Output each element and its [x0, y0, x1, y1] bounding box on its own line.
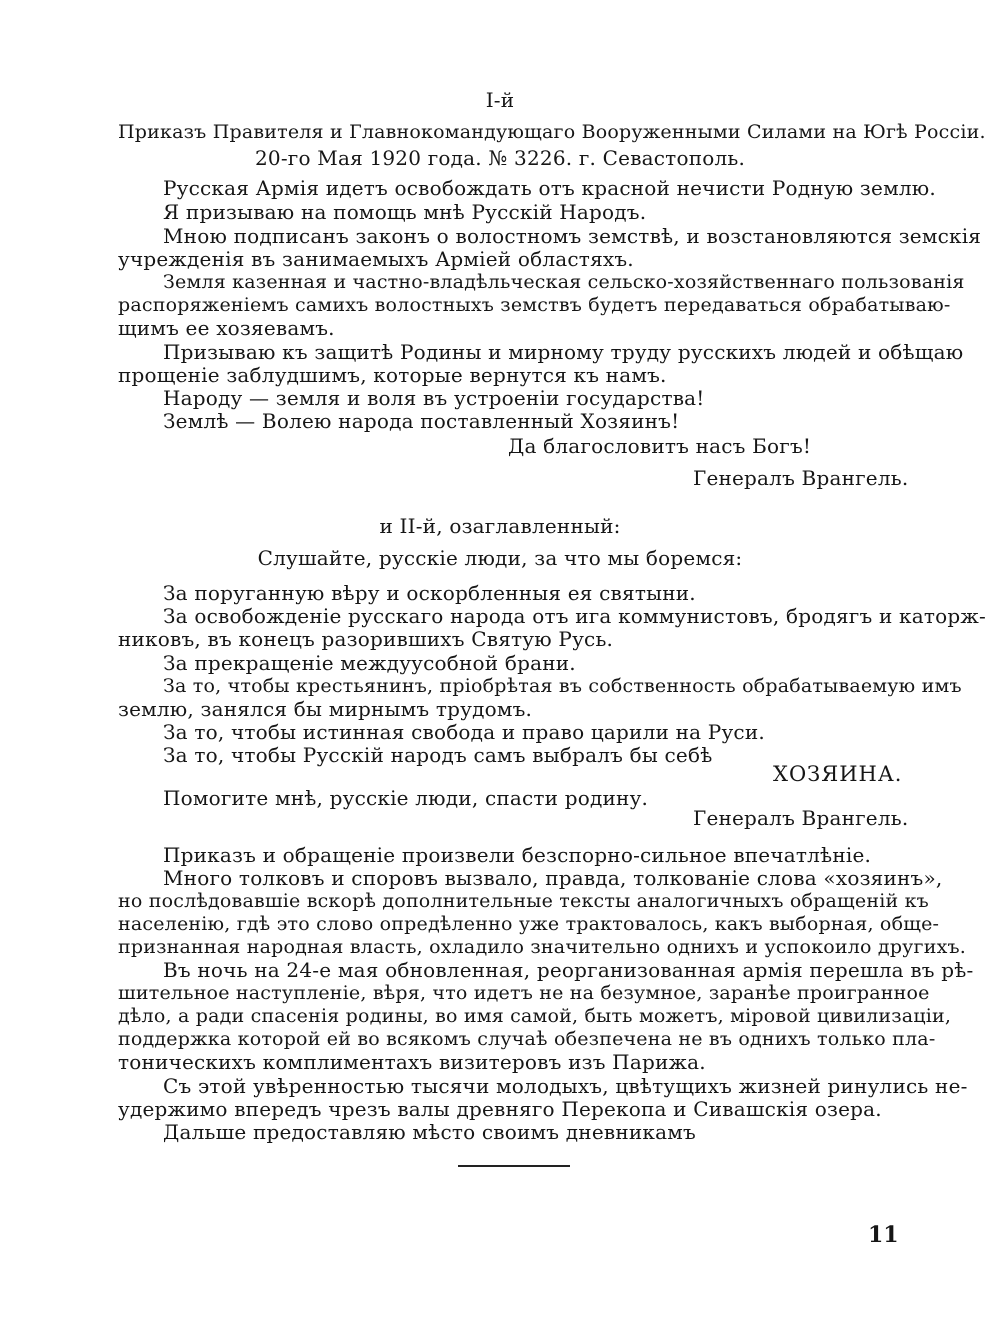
- appeal-line: никовъ, въ конецъ разорившихъ Святую Русь.: [118, 627, 614, 651]
- heading-roman-one: I-й: [485, 88, 515, 112]
- order-line: распоряженіемъ самихъ волостныхъ земствъ будетъ передаваться обрабатываю-: [118, 294, 951, 316]
- order-line: Русская Армія идетъ освобождать отъ красной нечисти Родную землю.: [163, 176, 936, 200]
- section-rule: [458, 1165, 570, 1167]
- commentary-line: шительное наступленіе, вѣря, что идетъ не на безумное, заранѣе проигранное: [118, 982, 930, 1004]
- order-line: Земля казенная и частно-владѣльческая сельско-хозяйственнаго пользованія: [163, 271, 965, 293]
- order-blessing: Да благословитъ насъ Богъ!: [508, 434, 812, 458]
- order-line: учрежденія въ занимаемыхъ Арміей областяхъ.: [118, 247, 634, 271]
- order-line: прощеніе заблудшимъ, которые вернутся къ намъ.: [118, 363, 667, 387]
- appeal-signature: Генералъ Врангель.: [693, 806, 909, 830]
- appeal-line: За освобожденіе русскаго народа отъ ига коммунистовъ, бродягъ и каторж-: [163, 604, 986, 628]
- order-title-line-1: Приказъ Правителя и Главнокомандующаго Вооруженными Силами на Югѣ Россіи.: [118, 121, 986, 143]
- appeal-subtitle: Слушайте, русскіе люди, за что мы боремся:: [257, 546, 743, 570]
- appeal-plea: Помогите мнѣ, русскіе люди, спасти родину.: [163, 786, 649, 810]
- appeal-line: За поруганную вѣру и оскорбленныя ея святыни.: [163, 581, 696, 605]
- order-line: Я призываю на помощь мнѣ Русскій Народъ.: [163, 200, 647, 224]
- appeal-line: За то, чтобы крестьянинъ, пріобрѣтая въ собственность обрабатываемую имъ: [163, 675, 962, 697]
- commentary-line: поддержка которой ей во всякомъ случаѣ обезпечена не въ однихъ только пла-: [118, 1028, 936, 1050]
- appeal-line: За то, чтобы Русскій народъ самъ выбралъ бы себѣ: [163, 743, 713, 767]
- commentary-line: Въ ночь на 24-е мая обновленная, реорганизованная армія перешла въ рѣ-: [163, 958, 974, 982]
- order-line: Народу — земля и воля въ устроеніи государства!: [163, 386, 705, 410]
- page-number: 11: [868, 1222, 899, 1248]
- appeal-emphasis: ХОЗЯИНА.: [773, 762, 903, 786]
- commentary-line: Дальше предоставляю мѣсто своимъ дневникамъ: [163, 1120, 696, 1144]
- appeal-line: землю, занялся бы мирнымъ трудомъ.: [118, 697, 533, 721]
- order-line: Землѣ — Волею народа поставленный Хозяинъ!: [163, 409, 680, 433]
- commentary-line: тоническихъ комплиментахъ визитеровъ изъ Парижа.: [118, 1050, 706, 1074]
- order-line: Мною подписанъ законъ о волостномъ земствѣ, и возстановляются земскія: [163, 224, 982, 248]
- commentary-line: удержимо впередъ чрезъ валы древняго Перекопа и Сивашскія озера.: [118, 1097, 882, 1121]
- commentary-line: населенію, гдѣ это слово опредѣленно уже трактовалось, какъ выборная, обще-: [118, 913, 940, 935]
- appeal-line: За то, чтобы истинная свобода и право царили на Руси.: [163, 720, 765, 744]
- order-line: щимъ ее хозяевамъ.: [118, 316, 335, 340]
- commentary-line: но послѣдовавшіе вскорѣ дополнительные тексты аналогичныхъ обращеній къ: [118, 890, 929, 912]
- order-title-line-2: 20-го Мая 1920 года. № 3226. г. Севастополь.: [254, 146, 746, 170]
- order-line: Призываю къ защитѣ Родины и мирному труду русскихъ людей и обѣщаю: [163, 340, 964, 364]
- appeal-line: За прекращеніе междуусобной брани.: [163, 651, 576, 675]
- commentary-line: дѣло, а ради спасенія родины, во имя самой, быть можетъ, міровой цивилизаціи,: [118, 1005, 952, 1027]
- order-signature: Генералъ Врангель.: [693, 466, 909, 490]
- heading-roman-two: и II-й, озаглавленный:: [379, 514, 621, 538]
- commentary-line: признанная народная власть, охладило значительно однихъ и успокоило другихъ.: [118, 936, 967, 958]
- commentary-line: Приказъ и обращеніе произвели безспорно-сильное впечатлѣніе.: [163, 843, 872, 867]
- commentary-line: Съ этой увѣренностью тысячи молодыхъ, цвѣтущихъ жизней ринулись не-: [163, 1074, 968, 1098]
- commentary-line: Много толковъ и споровъ вызвало, правда, толкованіе слова «хозяинъ»,: [163, 866, 943, 890]
